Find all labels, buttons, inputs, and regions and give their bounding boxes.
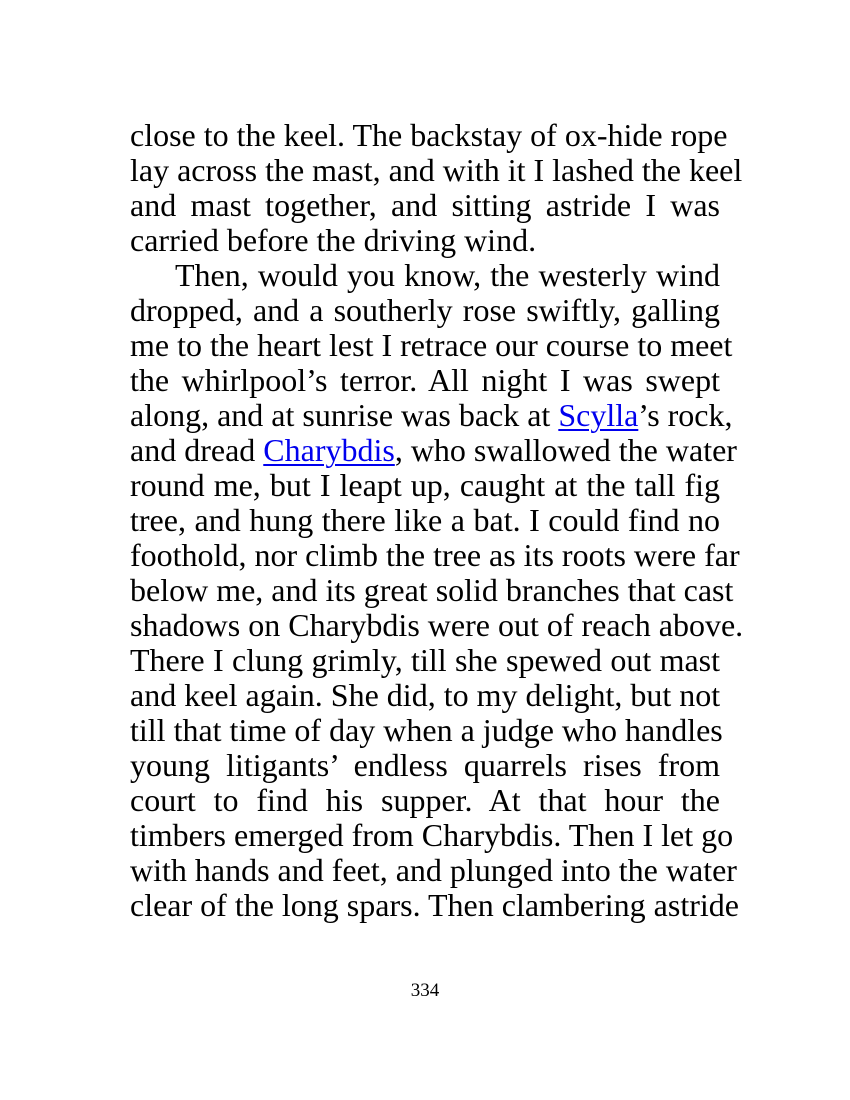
text-line: foothold, nor climb the tree as its roots were far (130, 537, 740, 573)
charybdis-link[interactable]: Charybdis (263, 432, 395, 468)
text-line: close to the keel. The backstay of ox-hide rope (130, 117, 728, 153)
text-line-with-link (130, 397, 733, 433)
text-line: shadows on Charybdis were out of reach above. (130, 607, 744, 643)
paragraph-start-line: Then, would you know, the westerly wind (175, 257, 720, 293)
text-line: timbers emerged from Charybdis. Then I let go (130, 817, 734, 853)
text-line: tree, and hung there like a bat. I could find no (130, 502, 720, 538)
text-line: dropped, and a southerly rose swiftly, galling (130, 292, 720, 328)
page-number: 334 (410, 980, 440, 1001)
text-line: round me, but I leapt up, caught at the tall fig (130, 467, 720, 503)
text-line: There I clung grimly, till she spewed out mast (130, 642, 720, 678)
paragraph-end-line: carried before the driving wind. (130, 222, 537, 258)
text-line: lay across the mast, and with it I lashed the keel (130, 152, 743, 188)
text-line: and mast together, and sitting astride I was (130, 187, 720, 223)
text-line: court to find his supper. At that hour the (130, 782, 720, 818)
text-line: the whirlpool’s terror. All night I was swept (130, 362, 720, 398)
text-line: young litigants’ endless quarrels rises from (130, 747, 720, 783)
scylla-link[interactable]: Scylla (558, 397, 639, 433)
text-segment: along, and at sunrise was back at (130, 397, 559, 433)
text-segment: , who swallowed the water (394, 432, 737, 468)
text-line: and keel again. She did, to my delight, but not (130, 677, 721, 713)
text-line: me to the heart lest I retrace our course to meet (130, 327, 733, 363)
text-line: clear of the long spars. Then clambering astride (130, 887, 739, 923)
text-line: till that time of day when a judge who handles (130, 712, 723, 748)
text-line: below me, and its great solid branches that cast (130, 572, 734, 608)
text-segment: and dread (130, 432, 264, 468)
body-text (130, 117, 744, 923)
text-line: with hands and feet, and plunged into the water (130, 852, 737, 888)
text-line-with-link (130, 432, 737, 468)
text-segment: ’s rock, (638, 397, 733, 433)
